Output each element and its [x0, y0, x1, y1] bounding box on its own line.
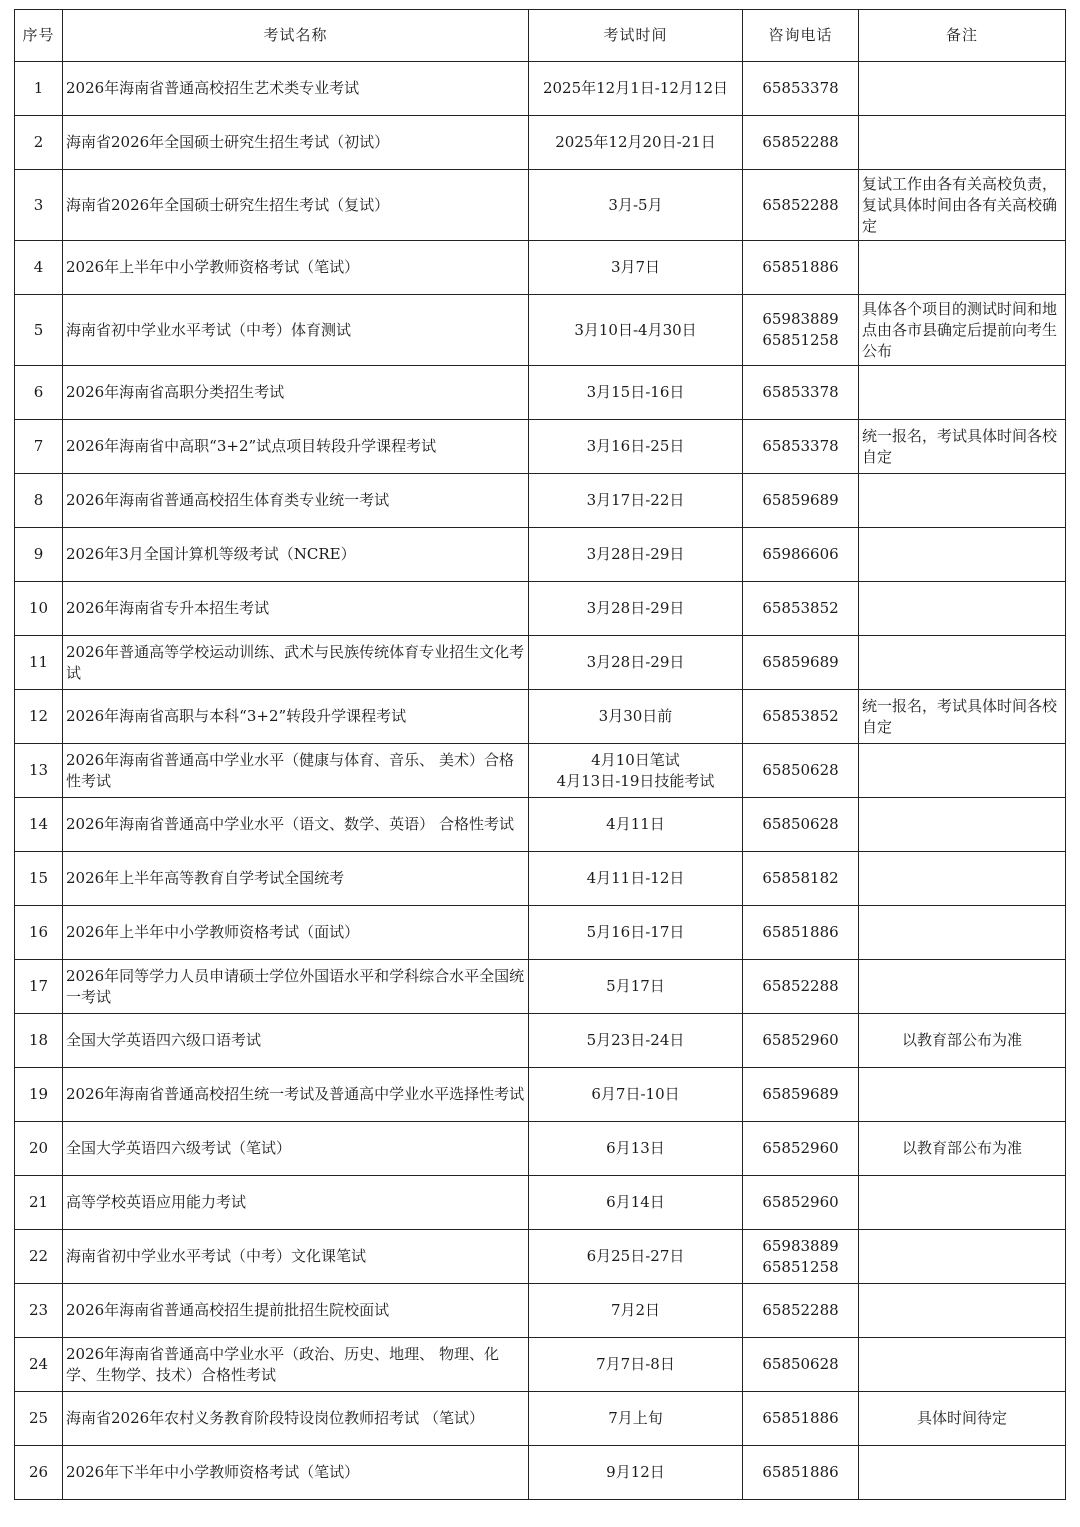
exam-time-line: 4月11日-12日 — [586, 869, 685, 887]
exam-time-line: 9月12日 — [606, 1463, 665, 1481]
exam-time — [529, 1068, 743, 1122]
contact-phone — [743, 528, 859, 582]
remark — [859, 852, 1066, 906]
contact-phone-line: 65851886 — [762, 258, 839, 276]
exam-time-line: 3月10日-4月30日 — [574, 320, 697, 339]
row-number: 20 — [15, 1122, 63, 1176]
exam-time — [529, 1338, 743, 1392]
contact-phone — [743, 1068, 859, 1122]
exam-name: 2026年普通高等学校运动训练、武术与民族传统体育专业招生文化考试 — [63, 636, 529, 690]
contact-phone-line: 65853378 — [762, 437, 839, 455]
contact-phone — [743, 852, 859, 906]
exam-name: 2026年下半年中小学教师资格考试（笔试） — [63, 1446, 529, 1500]
contact-phone — [743, 170, 859, 241]
exam-time — [529, 1230, 743, 1284]
contact-phone-line: 65852288 — [762, 1301, 839, 1319]
remark — [859, 62, 1066, 116]
contact-phone — [743, 798, 859, 852]
table-row — [15, 420, 1066, 474]
exam-name: 2026年海南省中高职“3+2”试点项目转段升学课程考试 — [63, 420, 529, 474]
contact-phone-line: 65851258 — [762, 1257, 839, 1276]
exam-name: 2026年海南省高职分类招生考试 — [63, 366, 529, 420]
exam-time-line: 3月30日前 — [598, 707, 673, 725]
exam-time — [529, 690, 743, 744]
exam-name: 海南省2026年全国硕士研究生招生考试（初试） — [63, 116, 529, 170]
exam-time — [529, 1122, 743, 1176]
row-number: 2 — [15, 116, 63, 170]
contact-phone-line: 65850628 — [762, 1355, 839, 1373]
exam-time-line: 3月17日-22日 — [586, 491, 685, 509]
exam-time — [529, 62, 743, 116]
exam-name: 海南省2026年农村义务教育阶段特设岗位教师招考试 （笔试） — [63, 1392, 529, 1446]
contact-phone-line: 65853852 — [762, 599, 839, 617]
exam-time-line: 3月28日-29日 — [586, 599, 685, 617]
table-row — [15, 1014, 1066, 1068]
exam-time-line: 6月13日 — [606, 1139, 665, 1157]
exam-name: 2026年3月全国计算机等级考试（NCRE） — [63, 528, 529, 582]
contact-phone — [743, 1230, 859, 1284]
exam-name: 海南省2026年全国硕士研究生招生考试（复试） — [63, 170, 529, 241]
remark — [859, 1338, 1066, 1392]
table-row — [15, 62, 1066, 116]
exam-name: 海南省初中学业水平考试（中考）文化课笔试 — [63, 1230, 529, 1284]
row-number: 13 — [15, 744, 63, 798]
table-row — [15, 295, 1066, 366]
exam-time-line: 6月7日-10日 — [591, 1085, 680, 1103]
contact-phone-line: 65983889 — [762, 1236, 839, 1255]
contact-phone-line: 65859689 — [762, 491, 839, 509]
remark — [859, 1230, 1066, 1284]
remark — [859, 366, 1066, 420]
contact-phone — [743, 1122, 859, 1176]
remark — [859, 798, 1066, 852]
contact-phone-line: 65853378 — [762, 79, 839, 97]
contact-phone-line: 65859689 — [762, 653, 839, 671]
row-number: 3 — [15, 170, 63, 241]
table-row — [15, 1446, 1066, 1500]
exam-time-line: 7月上旬 — [608, 1409, 663, 1427]
exam-time — [529, 1446, 743, 1500]
contact-phone — [743, 241, 859, 295]
exam-time-line: 7月7日-8日 — [596, 1355, 675, 1373]
exam-time — [529, 744, 743, 798]
exam-time — [529, 1284, 743, 1338]
remark — [859, 582, 1066, 636]
contact-phone-line: 65853378 — [762, 383, 839, 401]
exam-name: 2026年海南省普通高中学业水平（语文、数学、英语） 合格性考试 — [63, 798, 529, 852]
table-row — [15, 366, 1066, 420]
row-number: 10 — [15, 582, 63, 636]
contact-phone — [743, 474, 859, 528]
remark — [859, 1446, 1066, 1500]
table-row — [15, 1392, 1066, 1446]
remark: 具体各个项目的测试时间和地点由各市县确定后提前向考生公布 — [859, 295, 1066, 366]
exam-name: 2026年海南省普通高校招生提前批招生院校面试 — [63, 1284, 529, 1338]
contact-phone-line: 65850628 — [762, 815, 839, 833]
header-note: 备注 — [859, 10, 1066, 62]
exam-time — [529, 420, 743, 474]
row-number: 23 — [15, 1284, 63, 1338]
contact-phone-line: 65852960 — [762, 1139, 839, 1157]
exam-time-line: 6月25日-27日 — [586, 1247, 685, 1265]
remark — [859, 636, 1066, 690]
row-number: 21 — [15, 1176, 63, 1230]
contact-phone-line: 65853852 — [762, 707, 839, 725]
table-row — [15, 1068, 1066, 1122]
exam-time-line: 3月28日-29日 — [586, 545, 685, 563]
table-row — [15, 906, 1066, 960]
remark — [859, 1068, 1066, 1122]
exam-time — [529, 960, 743, 1014]
contact-phone-line: 65852960 — [762, 1193, 839, 1211]
exam-time-line: 5月17日 — [606, 977, 665, 995]
exam-time-line: 5月23日-24日 — [586, 1031, 685, 1049]
exam-time-line: 4月13日-19日技能考试 — [556, 771, 715, 790]
contact-phone-line: 65986606 — [762, 545, 839, 563]
table-row — [15, 116, 1066, 170]
exam-time-line: 3月28日-29日 — [586, 653, 685, 671]
row-number: 16 — [15, 906, 63, 960]
row-number: 1 — [15, 62, 63, 116]
exam-name: 2026年海南省专升本招生考试 — [63, 582, 529, 636]
exam-time-line: 5月16日-17日 — [586, 923, 685, 941]
row-number: 4 — [15, 241, 63, 295]
contact-phone — [743, 1014, 859, 1068]
row-number: 15 — [15, 852, 63, 906]
exam-name: 全国大学英语四六级考试（笔试） — [63, 1122, 529, 1176]
exam-time — [529, 474, 743, 528]
exam-time-line: 3月-5月 — [608, 195, 663, 214]
exam-name: 全国大学英语四六级口语考试 — [63, 1014, 529, 1068]
exam-time-line: 3月7日 — [610, 258, 661, 276]
contact-phone-line: 65851258 — [762, 331, 839, 349]
contact-phone — [743, 636, 859, 690]
exam-time — [529, 366, 743, 420]
header-time: 考试时间 — [529, 10, 743, 62]
exam-schedule-table — [14, 9, 1066, 1500]
row-number: 22 — [15, 1230, 63, 1284]
header-no: 序号 — [15, 10, 63, 62]
remark — [859, 528, 1066, 582]
table-row — [15, 241, 1066, 295]
exam-name: 2026年海南省普通高校招生艺术类专业考试 — [63, 62, 529, 116]
contact-phone-line: 65983889 — [762, 310, 839, 328]
row-number: 18 — [15, 1014, 63, 1068]
remark: 复试工作由各有关高校负责，复试具体时间由各有关高校确定 — [859, 170, 1066, 241]
exam-name: 海南省初中学业水平考试（中考）体育测试 — [63, 295, 529, 366]
exam-name: 2026年海南省高职与本科“3+2”转段升学课程考试 — [63, 690, 529, 744]
contact-phone — [743, 960, 859, 1014]
exam-name: 2026年上半年中小学教师资格考试（笔试） — [63, 241, 529, 295]
exam-time-line: 2025年12月20日-21日 — [555, 133, 716, 151]
contact-phone — [743, 906, 859, 960]
contact-phone — [743, 1176, 859, 1230]
row-number: 19 — [15, 1068, 63, 1122]
remark — [859, 1176, 1066, 1230]
table-row — [15, 744, 1066, 798]
exam-time-line: 4月11日 — [606, 815, 665, 833]
exam-time — [529, 1014, 743, 1068]
exam-name: 2026年上半年中小学教师资格考试（面试） — [63, 906, 529, 960]
exam-time-line: 7月2日 — [610, 1301, 661, 1319]
row-number: 9 — [15, 528, 63, 582]
row-number: 12 — [15, 690, 63, 744]
contact-phone-line: 65852288 — [762, 195, 839, 214]
contact-phone — [743, 1284, 859, 1338]
row-number: 5 — [15, 295, 63, 366]
remark: 具体时间待定 — [859, 1392, 1066, 1446]
contact-phone — [743, 116, 859, 170]
remark — [859, 241, 1066, 295]
table-row — [15, 170, 1066, 241]
exam-time — [529, 1176, 743, 1230]
remark — [859, 960, 1066, 1014]
contact-phone — [743, 1446, 859, 1500]
table-row — [15, 690, 1066, 744]
exam-time — [529, 528, 743, 582]
remark — [859, 744, 1066, 798]
contact-phone-line: 65851886 — [762, 1409, 839, 1427]
contact-phone — [743, 1338, 859, 1392]
contact-phone-line: 65852288 — [762, 977, 839, 995]
contact-phone — [743, 62, 859, 116]
remark: 统一报名，考试具体时间各校自定 — [859, 690, 1066, 744]
remark — [859, 1284, 1066, 1338]
remark: 以教育部公布为准 — [859, 1014, 1066, 1068]
exam-name: 2026年海南省普通高校招生统一考试及普通高中学业水平选择性考试 — [63, 1068, 529, 1122]
exam-time — [529, 906, 743, 960]
row-number: 17 — [15, 960, 63, 1014]
table-row — [15, 852, 1066, 906]
contact-phone-line: 65850628 — [762, 761, 839, 779]
contact-phone-line: 65858182 — [762, 869, 839, 887]
exam-time-line: 6月14日 — [606, 1193, 665, 1211]
exam-time — [529, 852, 743, 906]
row-number: 24 — [15, 1338, 63, 1392]
exam-time — [529, 116, 743, 170]
remark — [859, 906, 1066, 960]
remark: 以教育部公布为准 — [859, 1122, 1066, 1176]
exam-time-line: 2025年12月1日-12月12日 — [542, 79, 729, 97]
table-row — [15, 582, 1066, 636]
exam-name: 2026年海南省普通高中学业水平（健康与体育、音乐、 美术）合格性考试 — [63, 744, 529, 798]
contact-phone — [743, 1392, 859, 1446]
contact-phone — [743, 366, 859, 420]
contact-phone-line: 65851886 — [762, 923, 839, 941]
table-header-row — [15, 10, 1066, 62]
table-row — [15, 528, 1066, 582]
row-number: 26 — [15, 1446, 63, 1500]
exam-name: 2026年海南省普通高校招生体育类专业统一考试 — [63, 474, 529, 528]
exam-name: 2026年上半年高等教育自学考试全国统考 — [63, 852, 529, 906]
remark: 统一报名，考试具体时间各校自定 — [859, 420, 1066, 474]
exam-time-line: 3月15日-16日 — [586, 383, 685, 401]
remark — [859, 116, 1066, 170]
table-row — [15, 798, 1066, 852]
table-row — [15, 1338, 1066, 1392]
exam-time — [529, 295, 743, 366]
contact-phone-line: 65852960 — [762, 1031, 839, 1049]
exam-time — [529, 241, 743, 295]
exam-time — [529, 1392, 743, 1446]
row-number: 25 — [15, 1392, 63, 1446]
table-row — [15, 1122, 1066, 1176]
row-number: 7 — [15, 420, 63, 474]
table-row — [15, 1176, 1066, 1230]
exam-time — [529, 636, 743, 690]
exam-time-line: 4月10日笔试 — [591, 750, 680, 769]
exam-time — [529, 170, 743, 241]
table-row — [15, 1284, 1066, 1338]
header-phone: 咨询电话 — [743, 10, 859, 62]
exam-time — [529, 582, 743, 636]
contact-phone — [743, 690, 859, 744]
table-row — [15, 960, 1066, 1014]
row-number: 6 — [15, 366, 63, 420]
table-row — [15, 474, 1066, 528]
contact-phone — [743, 295, 859, 366]
contact-phone — [743, 420, 859, 474]
exam-name: 2026年同等学力人员申请硕士学位外国语水平和学科综合水平全国统一考试 — [63, 960, 529, 1014]
contact-phone-line: 65859689 — [762, 1085, 839, 1103]
contact-phone — [743, 744, 859, 798]
exam-name: 高等学校英语应用能力考试 — [63, 1176, 529, 1230]
header-name: 考试名称 — [63, 10, 529, 62]
row-number: 11 — [15, 636, 63, 690]
table-row — [15, 636, 1066, 690]
contact-phone-line: 65851886 — [762, 1463, 839, 1481]
exam-time — [529, 798, 743, 852]
row-number: 8 — [15, 474, 63, 528]
contact-phone — [743, 582, 859, 636]
contact-phone-line: 65852288 — [762, 133, 839, 151]
table-row — [15, 1230, 1066, 1284]
row-number: 14 — [15, 798, 63, 852]
remark — [859, 474, 1066, 528]
exam-time-line: 3月16日-25日 — [586, 437, 685, 455]
exam-name: 2026年海南省普通高中学业水平（政治、历史、地理、 物理、化学、生物学、技术）合格性考试 — [63, 1338, 529, 1392]
